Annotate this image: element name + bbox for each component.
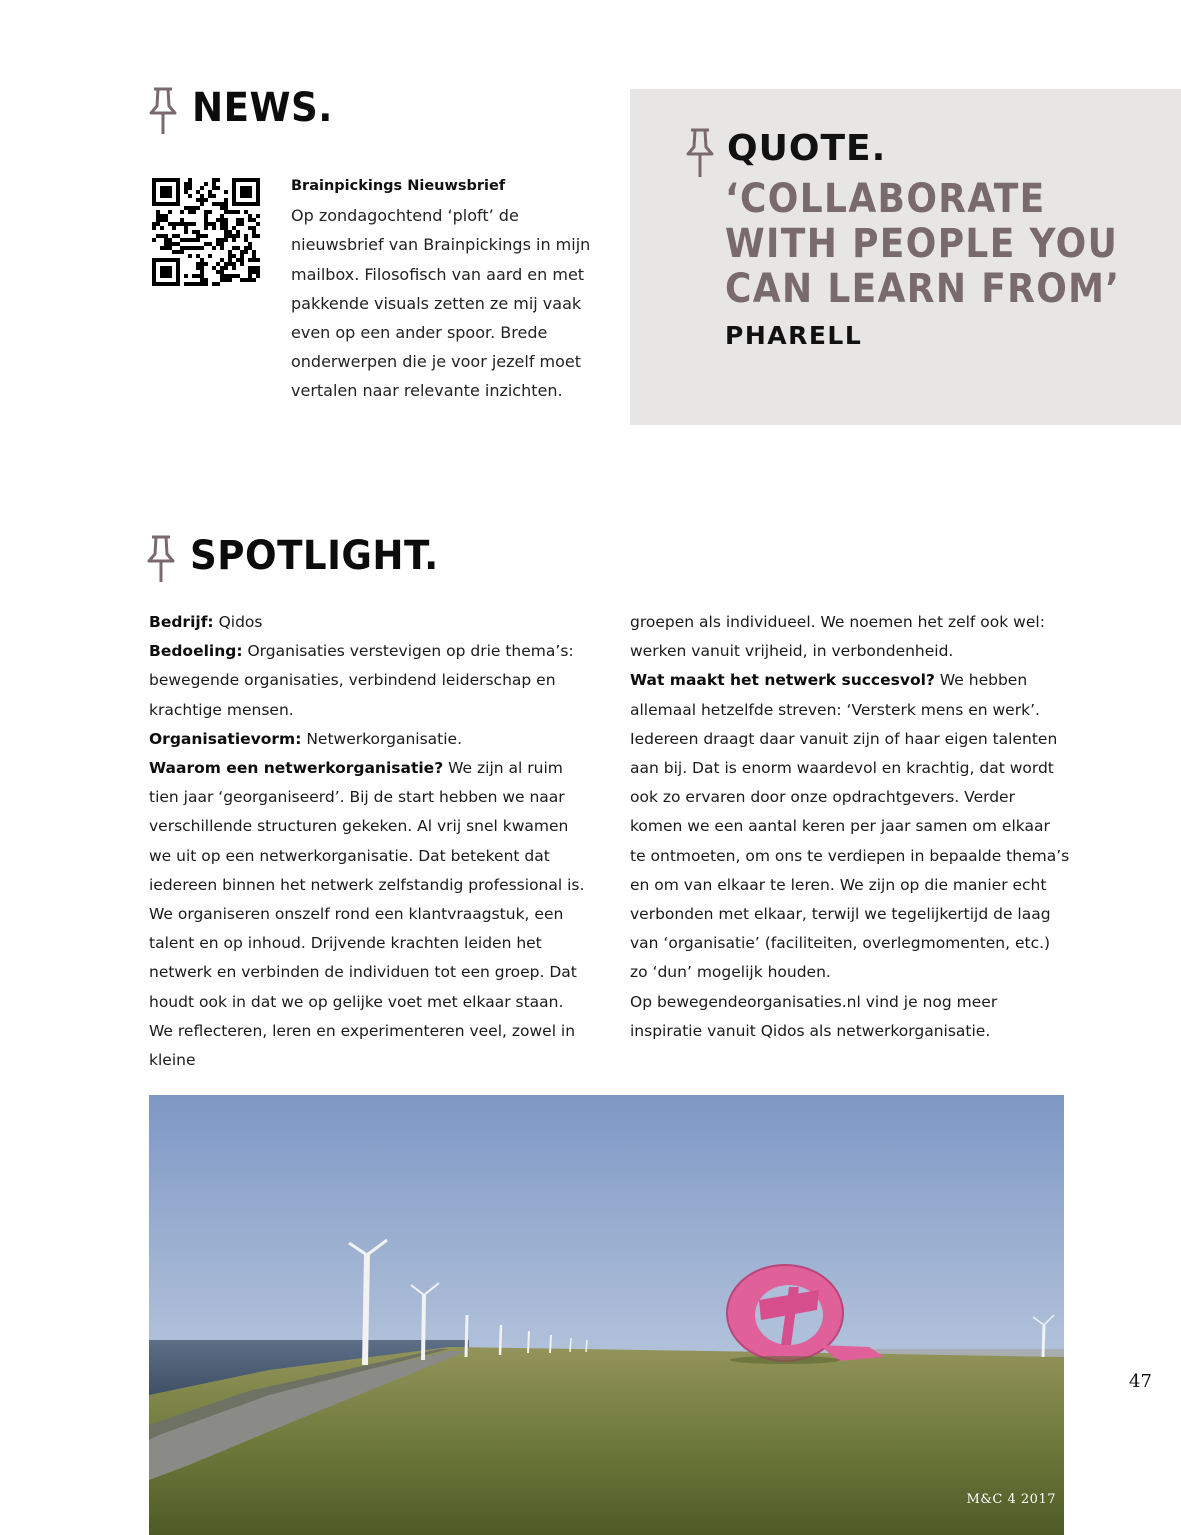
magazine-footer: M&C 4 2017 [966, 1492, 1056, 1507]
succes-paragraph [630, 666, 1070, 987]
quote-text: ‘COLLABORATE WITH PEOPLE YOU CAN LEARN FROM’ [725, 176, 1121, 312]
news-heading-text: NEWS. [192, 85, 333, 131]
page-number: 47 [1129, 1371, 1152, 1392]
landscape-photo [149, 1095, 1064, 1535]
bedrijf-line [149, 608, 589, 637]
qr-code-icon[interactable] [150, 176, 262, 288]
bedrijf-label: Bedrijf: [149, 613, 214, 631]
bedrijf-value: Qidos [218, 613, 263, 631]
news-article-body: Op zondagochtend ‘ploft’ de nieuwsbrief van Brainpickings in mijn mailbox. Filosofisch van aard en met pakkende visuals zetten ze mij vaak even op een ander spoor. Brede onderwerpen die je voor jezelf moet vertalen naar relevante inzichten. [291, 206, 591, 401]
pushpin-icon [146, 534, 176, 584]
waarom-label: Waarom een netwerkorganisatie? [149, 759, 444, 778]
pushpin-icon [685, 127, 715, 179]
waarom-paragraph [149, 754, 589, 1075]
spotlight-heading-text: SPOTLIGHT. [190, 533, 439, 579]
quote-box [630, 89, 1181, 425]
quote-heading [685, 127, 886, 179]
bedoeling-line [149, 637, 589, 725]
waarom-value: We zijn al ruim tien jaar ‘georganiseerd’. Bij de start hebben we naar verschillende structuren gekeken. Al vrij snel kwamen we uit op een netwerkorganisatie. Dat betekent dat iedereen binnen het netwerk zelfstandig professional is. We organiseren onszelf rond een klantvraagstuk, een talent en op inhoud. Drijvende krachten leiden het netwerk en verbinden de individuen tot een groep. Dat houdt ook in dat we op gelijke voet met elkaar staan. We reflecteren, leren en experimenteren veel, zowel in kleine [149, 759, 585, 1070]
succes-label: Wat maakt het netwerk succesvol? [630, 671, 935, 690]
pushpin-icon [148, 86, 178, 136]
organisatievorm-value: Netwerkorganisatie. [306, 729, 463, 748]
organisatievorm-line [149, 725, 589, 754]
waarom-continued: groepen als individueel. We noemen het zelf ook wel: werken vanuit vrijheid, in verbondenheid. [630, 613, 1045, 661]
succes-value: We hebben allemaal hetzelfde streven: ‘Versterk mens en werk’. Iedereen draagt daar vanuit zijn of haar eigen talenten aan bij. Dat is enorm waardevol en krachtig, dat wordt ook zo ervaren door onze opdrachtgevers. Verder komen we een aantal keren per jaar samen om elkaar te ontmoeten, om ons te verdiepen in bepaalde thema’s en om van elkaar te leren. We zijn op die manier echt verbonden met elkaar, terwijl we tegelijkertijd de laag van ‘organisatie’ (faciliteiten, overlegmomenten, etc.) zo ‘dun’ mogelijk houden. [630, 671, 1070, 982]
quote-heading-text: QUOTE. [727, 128, 887, 169]
bedoeling-label: Bedoeling: [149, 642, 243, 661]
spotlight-column-right [630, 608, 1070, 1046]
quote-author: PHARELL [725, 321, 863, 350]
closing-paragraph: Op bewegendeorganisaties.nl vind je nog meer inspiratie vanuit Qidos als netwerkorganisatie. [630, 992, 998, 1040]
news-heading [148, 86, 343, 136]
organisatievorm-label: Organisatievorm: [149, 729, 302, 748]
bedoeling-value: Organisaties verstevigen op drie thema’s: bewegende organisaties, verbindend leiderschap en krachtige mensen. [149, 642, 574, 719]
spotlight-heading [146, 534, 458, 584]
news-article [291, 172, 591, 406]
news-article-title: Brainpickings Nieuwsbrief [291, 178, 506, 194]
spotlight-column-left [149, 608, 589, 1075]
